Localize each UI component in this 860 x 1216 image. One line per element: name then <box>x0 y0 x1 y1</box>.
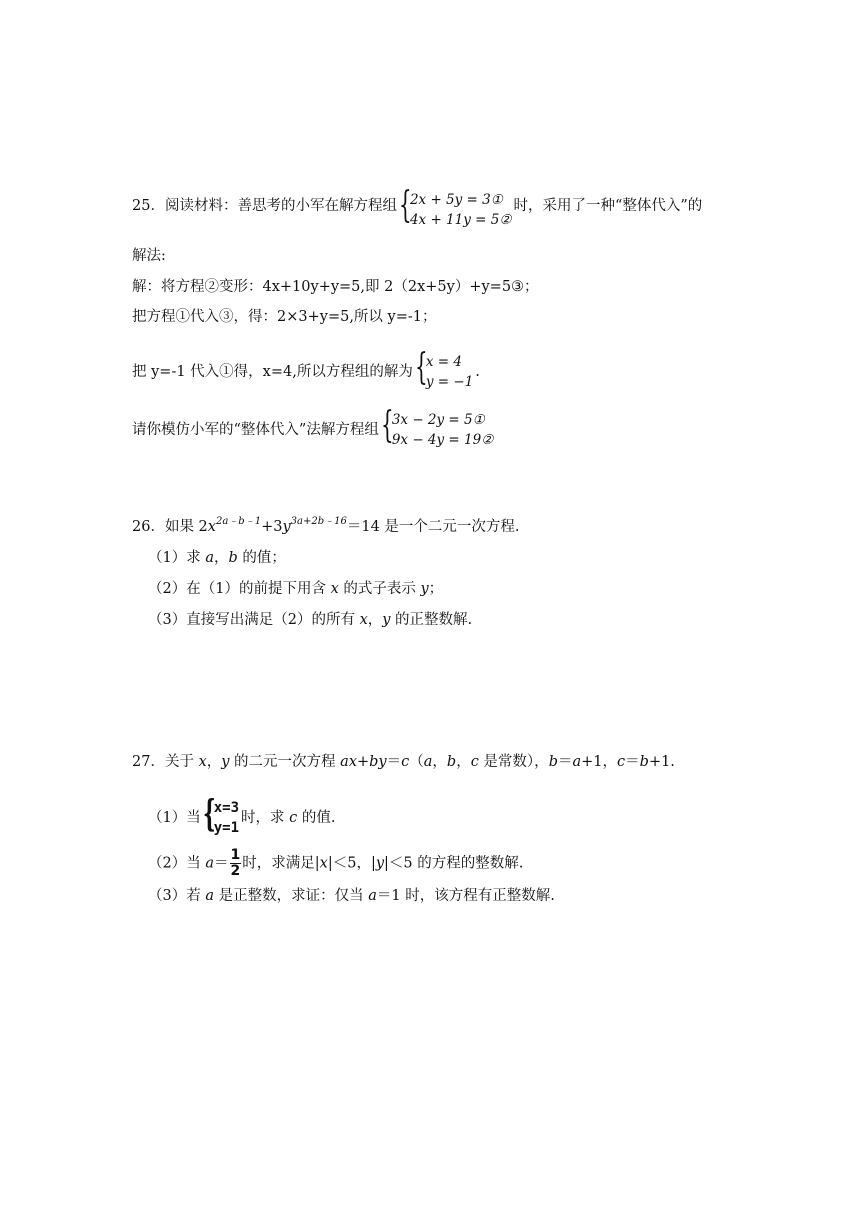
var: y <box>375 855 385 872</box>
text: ； <box>428 581 444 597</box>
q27-part2 <box>148 848 523 879</box>
left-brace-icon: { <box>380 405 394 446</box>
var: y <box>221 754 230 770</box>
text: （3）若 <box>148 888 206 904</box>
text: ＝ <box>557 754 573 770</box>
q26-part2 <box>148 579 443 599</box>
text: 时，求 <box>241 810 290 826</box>
var: y <box>382 612 391 628</box>
text: 是正整数，求证：仅当 <box>214 888 369 904</box>
q25-step3-b: . <box>475 364 480 380</box>
text: ， <box>206 754 222 770</box>
text: 的二元一次方程 <box>229 754 341 770</box>
q25-intro-a: 25．阅读材料：善思考的小军在解方程组 <box>132 198 397 214</box>
text: （1）求 <box>148 550 206 566</box>
system-row: y=1 <box>213 820 240 836</box>
text: 时，求满足| <box>242 855 320 872</box>
equation: ax+by <box>340 754 387 770</box>
text: ＝1 时，该方程有正整数解. <box>376 888 555 904</box>
q27-part3 <box>148 886 555 906</box>
q26-text: +3 <box>261 519 283 535</box>
var: a <box>205 550 214 566</box>
var: a <box>205 855 214 872</box>
text: （1）当 <box>148 810 201 826</box>
text: ， <box>456 754 471 770</box>
fraction-one-half <box>230 848 242 879</box>
var: y <box>420 581 429 597</box>
system-row: x=3 <box>213 800 240 816</box>
system-row: 2x + 5y = 3① <box>409 192 503 208</box>
system-row: x = 4 <box>425 354 462 370</box>
text: ， <box>367 612 383 628</box>
q25-intro-b: 时，采用了一种“整体代入”的 <box>513 198 703 214</box>
var: c <box>401 754 410 770</box>
var: c <box>289 810 298 826</box>
q27-stem <box>132 752 675 772</box>
left-brace-icon: { <box>202 793 216 835</box>
text: （2）当 <box>148 855 206 872</box>
text: ＝ <box>625 754 640 770</box>
text: ， <box>432 754 447 770</box>
text: 的值. <box>297 810 336 826</box>
q25-line2: 解法: <box>132 248 166 264</box>
q25-step3-a: 把 y=-1 代入①得，x=4,所以方程组的解为 <box>132 364 413 380</box>
denominator: 2 <box>230 863 241 879</box>
system-row: y = −1 <box>425 374 474 390</box>
numerator: 1 <box>230 847 241 863</box>
var: x <box>198 754 207 770</box>
exponent: 3a+2b﹣16 <box>290 516 347 527</box>
var: a <box>205 888 214 904</box>
system-row: 4x + 11y = 5② <box>409 212 512 228</box>
text: 的值； <box>237 550 286 566</box>
q25-task-a: 请你模仿小军的“整体代入”法解方程组 <box>132 422 379 438</box>
var: x <box>359 612 368 628</box>
text: （3）直接写出满足（2）的所有 <box>148 612 360 628</box>
var-x: x <box>207 519 216 535</box>
var: x <box>330 581 339 597</box>
system-row: 3x − 2y = 5① <box>391 412 485 428</box>
text: 的式子表示 <box>338 581 421 597</box>
text: +1. <box>648 754 675 770</box>
text: 是常数）， <box>478 754 549 770</box>
q25-line1 <box>132 185 703 230</box>
q25-step1: 解：将方程②变形：4x+10y+y=5,即 2（2x+5y）+y=5③； <box>132 279 539 295</box>
q26-text: 26．如果 2 <box>132 519 208 535</box>
var: b <box>548 754 558 770</box>
var: a <box>368 888 377 904</box>
q25-task <box>132 405 495 450</box>
var: c <box>617 754 626 770</box>
var: a <box>572 754 582 770</box>
var: x <box>319 855 328 872</box>
var: b <box>446 754 457 770</box>
left-brace-icon: { <box>398 185 412 226</box>
exponent: 2a﹣b﹣1 <box>215 516 262 527</box>
text: （2）在（1）的前提下用含 <box>148 581 331 597</box>
text: +1， <box>581 754 618 770</box>
q25-system-1 <box>398 185 512 230</box>
q26-stem <box>132 512 520 537</box>
q27-part1 <box>148 793 336 838</box>
q26-part3 <box>148 610 472 630</box>
text: （ <box>409 754 424 770</box>
q25-step3 <box>132 347 480 392</box>
q27-condition-system <box>202 793 240 838</box>
left-brace-icon: { <box>414 347 428 388</box>
text: ＝ <box>386 754 402 770</box>
text: 的正整数解. <box>390 612 473 628</box>
text: 27．关于 <box>132 754 199 770</box>
var-y: y <box>282 519 291 535</box>
var: b <box>228 550 238 566</box>
text: ＝ <box>214 855 229 872</box>
text: ， <box>214 550 229 566</box>
text: |＜5 的方程的整数解. <box>384 855 524 872</box>
system-row: 9x − 4y = 19② <box>391 432 494 448</box>
q25-solution-system <box>414 347 474 392</box>
q25-step2: 把方程①代入③，得：2×3+y=5,所以 y=-1； <box>132 309 437 325</box>
q25-system-2 <box>380 405 494 450</box>
q26-text: ＝14 是一个二元一次方程. <box>346 519 520 535</box>
text: |＜5，| <box>327 855 376 872</box>
var: a <box>423 754 433 770</box>
var: c <box>470 754 479 770</box>
var: b <box>639 754 649 770</box>
q26-part1 <box>148 548 286 568</box>
